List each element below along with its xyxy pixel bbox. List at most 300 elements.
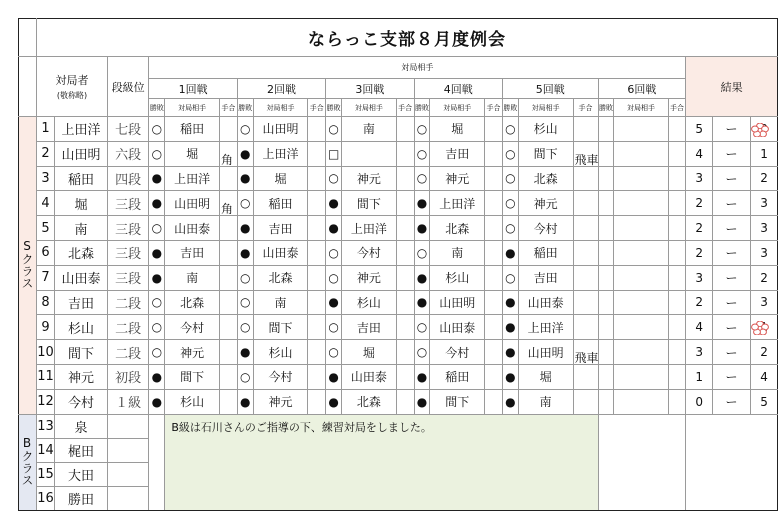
game-mark: ● [326,191,342,216]
player-name: 泉 [54,414,107,438]
player-name: 神元 [54,364,107,389]
game-handicap [308,141,326,166]
game-mark: ● [502,240,518,265]
game-opponent: 山田明 [253,117,308,142]
player-rank [107,438,148,462]
opponent-header: 対局相手 [614,99,668,117]
game-handicap [573,141,598,166]
table-row [19,389,778,414]
game-handicap [220,389,238,414]
game-handicap [308,240,326,265]
game-handicap [485,290,503,315]
player-no: 11 [37,364,55,389]
game-opponent: 山田明 [165,191,220,216]
table-row [19,240,778,265]
game-opponent: 稲田 [518,240,573,265]
round-header-6: 6回戦 [598,79,686,99]
round-header-4: 4回戦 [414,79,502,99]
player-name: 山田泰 [54,265,107,290]
game-opponent: 神元 [342,166,397,191]
player-rank: 七段 [107,117,148,142]
game-handicap [396,340,414,365]
player-no: 1 [37,117,55,142]
game-opponent: 今村 [518,216,573,241]
player-rank: 二段 [107,340,148,365]
player-rank: 三段 [107,240,148,265]
game-opponent: 山田泰 [342,364,397,389]
player-no: 2 [37,141,55,166]
game-handicap [668,340,686,365]
wins: 4 [686,141,713,166]
game-opponent: 南 [518,389,573,414]
result-header: 結果 [686,57,778,117]
game-mark: ○ [237,191,253,216]
game-mark: ○ [149,216,165,241]
losses-text: 3 [760,221,768,236]
game-opponent: 吉田 [253,216,308,241]
flower-icon [750,123,770,137]
game-handicap [220,141,238,166]
losses [751,340,778,365]
wins: 2 [686,216,713,241]
game-mark [598,340,614,365]
game-mark: ○ [502,191,518,216]
game-opponent: 上田洋 [518,315,573,340]
player-name: 吉田 [54,290,107,315]
game-handicap [396,364,414,389]
opponent-header: 対局相手 [342,99,397,117]
game-handicap [485,166,503,191]
game-handicap [308,364,326,389]
game-handicap [396,290,414,315]
losses-text: 2 [760,270,768,285]
wins: 3 [686,340,713,365]
game-opponent: 神元 [165,340,220,365]
player-no: 5 [37,216,55,241]
losses-text: 3 [760,245,768,260]
game-opponent: 今村 [430,340,485,365]
result-dash: ー [713,166,751,191]
player-rank: 六段 [107,141,148,166]
player-no: 13 [37,414,55,438]
b-class-text: Bクラス [20,435,34,486]
game-opponent: 神元 [518,191,573,216]
handicap-text: 角 [221,202,234,217]
game-opponent: 山田泰 [253,240,308,265]
table-row [19,216,778,241]
losses-text: 3 [760,196,768,211]
s-class-label [19,117,37,415]
result-dash: ー [713,315,751,340]
game-handicap [485,364,503,389]
round-header-5: 5回戦 [502,79,598,99]
winner-flower [750,122,770,136]
game-opponent: 吉田 [165,240,220,265]
game-handicap [668,141,686,166]
game-mark: ○ [502,265,518,290]
player-rank: 初段 [107,364,148,389]
game-mark: ● [414,364,430,389]
handicap-text: 飛車 [574,350,599,365]
game-mark: ● [414,191,430,216]
game-mark [598,191,614,216]
b-class-comment: B級は石川さんのご指導の下、練習対局をしました。 [165,414,598,510]
game-mark: ● [326,364,342,389]
wins: 4 [686,315,713,340]
losses-text: 4 [760,369,768,384]
game-mark: ○ [237,117,253,142]
game-handicap [668,315,686,340]
game-mark: ○ [237,265,253,290]
game-mark [598,290,614,315]
game-handicap [308,389,326,414]
table-row [19,117,778,142]
result-dash: ー [713,191,751,216]
game-handicap [308,265,326,290]
player-no: 8 [37,290,55,315]
b-mark-col [149,414,165,510]
game-opponent: 吉田 [430,141,485,166]
opponent-header: 対局相手 [518,99,573,117]
result-dash: ー [713,290,751,315]
player-name: 今村 [54,389,107,414]
handicap-header: 手合 [308,99,326,117]
losses [751,290,778,315]
player-rank [107,414,148,438]
player-no: 4 [37,191,55,216]
game-mark: ○ [414,240,430,265]
game-handicap [220,117,238,142]
player-no: 10 [37,340,55,365]
game-handicap [396,117,414,142]
game-mark: ● [414,216,430,241]
player-header [37,57,108,117]
game-handicap [573,240,598,265]
game-opponent [614,340,668,365]
handicap-header: 手合 [220,99,238,117]
game-opponent: 杉山 [165,389,220,414]
game-handicap [220,315,238,340]
game-handicap [485,191,503,216]
game-mark: ● [414,290,430,315]
game-opponent: 山田泰 [430,315,485,340]
player-no: 7 [37,265,55,290]
game-handicap [396,265,414,290]
game-opponent [614,240,668,265]
player-header-label: 対局者 [55,74,89,87]
player-name: 大田 [54,462,107,486]
game-opponent: 稲田 [165,117,220,142]
game-handicap [485,117,503,142]
game-opponent: 間下 [430,389,485,414]
game-mark: ○ [502,216,518,241]
game-mark: ● [502,364,518,389]
game-mark: ● [237,166,253,191]
game-opponent [614,290,668,315]
losses [751,265,778,290]
game-mark: ○ [326,340,342,365]
table-row [19,340,778,365]
game-mark: ○ [326,117,342,142]
win-loss-header: 勝敗 [414,99,430,117]
player-name: 上田洋 [54,117,107,142]
game-handicap [396,141,414,166]
game-mark: ○ [326,166,342,191]
game-mark: ○ [326,240,342,265]
game-mark: ○ [414,141,430,166]
game-mark: ● [149,240,165,265]
table-row [19,315,778,340]
game-mark [598,240,614,265]
wins: 2 [686,240,713,265]
game-opponent: 北森 [342,389,397,414]
game-handicap [485,315,503,340]
flower-icon [750,321,770,335]
game-opponent: 間下 [165,364,220,389]
game-handicap [308,216,326,241]
losses [751,216,778,241]
game-opponent: 杉山 [518,117,573,142]
result-dash: ー [713,389,751,414]
game-opponent: 杉山 [430,265,485,290]
round-header-3: 3回戦 [326,79,414,99]
game-handicap [485,141,503,166]
player-no: 14 [37,438,55,462]
game-opponent: 吉田 [518,265,573,290]
game-opponent: 吉田 [342,315,397,340]
game-handicap [573,340,598,365]
player-rank: １級 [107,389,148,414]
game-mark: ○ [502,166,518,191]
game-mark: ● [326,216,342,241]
game-opponent: 稲田 [253,191,308,216]
game-handicap [573,364,598,389]
game-handicap [220,191,238,216]
game-handicap [308,117,326,142]
game-opponent [614,141,668,166]
wins: 0 [686,389,713,414]
game-mark: ○ [237,364,253,389]
wins: 2 [686,290,713,315]
game-mark: ● [502,290,518,315]
table-row [19,364,778,389]
opponent-header: 対局相手 [165,99,220,117]
result-dash: ー [713,216,751,241]
game-mark: ● [502,389,518,414]
table-row [19,191,778,216]
losses [751,141,778,166]
game-opponent: 間下 [253,315,308,340]
game-mark: ○ [149,340,165,365]
player-name: 稲田 [54,166,107,191]
game-handicap [668,389,686,414]
game-opponent [342,141,397,166]
rank-header: 段級位 [107,57,148,117]
result-dash: ー [713,117,751,142]
game-handicap [308,290,326,315]
table-row [19,414,778,438]
game-mark: ○ [414,166,430,191]
game-opponent: 北森 [518,166,573,191]
game-handicap [573,166,598,191]
game-handicap [573,389,598,414]
game-opponent: 上田洋 [165,166,220,191]
player-no: 16 [37,486,55,510]
game-handicap [485,265,503,290]
player-name: 間下 [54,340,107,365]
game-handicap [668,290,686,315]
game-mark: ○ [414,117,430,142]
b-class-label [19,414,37,510]
wins: 2 [686,191,713,216]
game-opponent: 北森 [253,265,308,290]
s-class-text: Sクラス [20,238,34,289]
game-handicap [668,364,686,389]
win-loss-header: 勝敗 [326,99,342,117]
player-rank: 二段 [107,315,148,340]
player-name: 堀 [54,191,107,216]
wins: 1 [686,364,713,389]
player-rank: 四段 [107,166,148,191]
game-opponent: 堀 [518,364,573,389]
player-name: 南 [54,216,107,241]
win-loss-header: 勝敗 [598,99,614,117]
game-mark: ● [149,265,165,290]
game-handicap [573,290,598,315]
game-opponent: 山田明 [430,290,485,315]
game-mark [598,364,614,389]
losses-text: 2 [760,171,768,186]
table-row [19,290,778,315]
game-opponent: 今村 [342,240,397,265]
game-mark: ○ [237,290,253,315]
game-handicap [668,216,686,241]
game-mark: ○ [414,340,430,365]
player-rank: 三段 [107,216,148,241]
player-rank: 三段 [107,265,148,290]
player-no: 12 [37,389,55,414]
game-mark: ○ [414,315,430,340]
game-opponent: 堀 [342,340,397,365]
game-opponent [614,216,668,241]
game-mark: ● [502,340,518,365]
losses-text: 2 [760,345,768,360]
game-mark [598,216,614,241]
game-handicap [485,389,503,414]
player-rank [107,486,148,510]
page-title: ならっこ支部８月度例会 [37,19,778,57]
game-opponent [614,117,668,142]
game-mark: ○ [149,290,165,315]
game-handicap [220,364,238,389]
game-handicap [668,117,686,142]
game-handicap [220,216,238,241]
game-mark: ○ [502,141,518,166]
game-opponent: 杉山 [253,340,308,365]
handicap-header: 手合 [573,99,598,117]
player-no: 6 [37,240,55,265]
game-opponent: 南 [342,117,397,142]
game-mark: ● [237,389,253,414]
game-opponent: 上田洋 [253,141,308,166]
game-opponent: 上田洋 [430,191,485,216]
losses [751,364,778,389]
game-opponent [614,265,668,290]
game-mark: ● [237,141,253,166]
game-mark: ● [149,191,165,216]
game-handicap [308,166,326,191]
results-table [18,18,778,511]
game-mark [598,265,614,290]
game-mark [598,389,614,414]
game-mark: ● [502,315,518,340]
game-mark [598,166,614,191]
game-opponent: 今村 [165,315,220,340]
game-handicap [573,265,598,290]
result-dash: ー [713,265,751,290]
game-mark: ● [326,389,342,414]
game-mark: □ [326,141,342,166]
player-header-sub: (敬称略) [56,91,88,100]
losses-text: 1 [760,146,768,161]
game-handicap [396,216,414,241]
player-name: 北森 [54,240,107,265]
game-opponent: 北森 [165,290,220,315]
game-mark: ○ [149,141,165,166]
game-opponent: 堀 [430,117,485,142]
handicap-header: 手合 [485,99,503,117]
opponent-header: 対局相手 [430,99,485,117]
game-handicap [396,166,414,191]
win-loss-header: 勝敗 [149,99,165,117]
player-name: 勝田 [54,486,107,510]
game-opponent: 南 [165,265,220,290]
losses-text: 3 [760,295,768,310]
game-opponent: 今村 [253,364,308,389]
handicap-text: 飛車 [574,152,599,167]
player-rank: 三段 [107,191,148,216]
handicap-header: 手合 [396,99,414,117]
wins: 3 [686,265,713,290]
game-opponent [614,364,668,389]
game-opponent: 堀 [253,166,308,191]
game-handicap [485,216,503,241]
opponents-header: 対局相手 [149,57,686,79]
game-handicap [668,265,686,290]
opponent-header: 対局相手 [253,99,308,117]
player-name: 山田明 [54,141,107,166]
table-row [19,166,778,191]
game-handicap [220,340,238,365]
player-rank: 二段 [107,290,148,315]
game-opponent: 神元 [253,389,308,414]
game-mark: ○ [502,117,518,142]
game-opponent: 間下 [342,191,397,216]
game-handicap [220,290,238,315]
player-name: 杉山 [54,315,107,340]
game-mark: ○ [237,315,253,340]
winner-flower [750,320,770,334]
game-mark: ● [326,290,342,315]
game-opponent: 南 [430,240,485,265]
game-handicap [308,191,326,216]
game-mark: ○ [326,315,342,340]
game-opponent: 神元 [430,166,485,191]
losses [751,191,778,216]
game-opponent: 稲田 [430,364,485,389]
game-mark: ● [237,340,253,365]
game-handicap [308,340,326,365]
